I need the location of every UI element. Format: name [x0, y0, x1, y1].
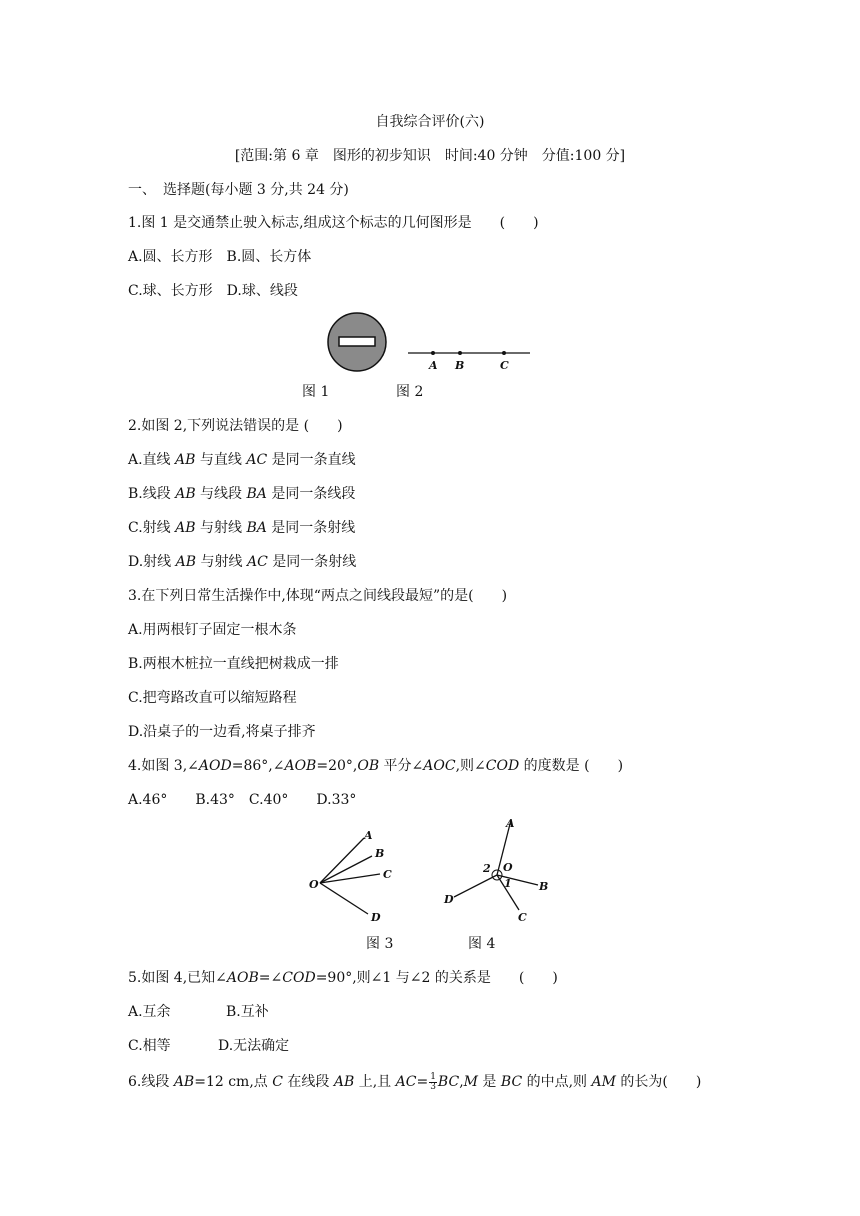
figure-1-caption: 图 1 — [302, 384, 330, 400]
label-c: C — [518, 911, 527, 924]
label-d: D — [371, 911, 381, 924]
question-3-option-a: A.用两根钉子固定一根木条 — [128, 622, 297, 638]
page-title: 自我综合评价(六) — [375, 114, 485, 130]
angle-2-label: 2 — [483, 862, 491, 875]
question-5-option-a: A.互余 — [128, 1004, 171, 1020]
section-heading: 一、 选择题(每小题 3 分,共 24 分) — [128, 182, 349, 198]
question-3-stem: 3.在下列日常生活操作中,体现“两点之间线段最短”的是( ) — [128, 588, 508, 604]
figure-1-no-entry-sign — [326, 311, 390, 375]
label-a: A — [429, 359, 438, 372]
question-3-option-b: B.两根木桩拉一直线把树栽成一排 — [128, 656, 339, 672]
question-4-options: A.46° B.43° C.40° D.33° — [128, 792, 357, 808]
label-b: B — [455, 359, 465, 372]
question-3-option-c: C.把弯路改直可以缩短路程 — [128, 690, 297, 706]
question-2-stem: 2.如图 2,下列说法错误的是 ( ) — [128, 418, 343, 434]
exam-scope: [范围:第 6 章 图形的初步知识 时间:40 分钟 分值:100 分] — [234, 148, 626, 164]
fraction-one-third: $\frac{1}{3}$ — [430, 1071, 436, 1092]
figure-3-caption: 图 3 — [366, 936, 394, 952]
question-5-stem: 5.如图 4,已知∠AOB=∠COD=90°,则∠1 与∠2 的关系是 ( ) — [128, 970, 558, 986]
figure-4-angles — [438, 814, 558, 932]
label-a: A — [364, 829, 373, 842]
figure-3-angles — [300, 822, 410, 932]
question-6-stem: 6.线段 AB=12 cm,点 C 在线段 AB 上,且 AC= $\frac{1}{3}$ BC,M 是 BC 的中点,则 AM 的长为( ) — [128, 1071, 702, 1092]
question-2-option-a: A.直线 AB 与直线 AC 是同一条直线 — [128, 452, 356, 468]
question-5-option-c: C.相等 — [128, 1038, 171, 1054]
ray-od — [320, 883, 368, 914]
label-a: A — [506, 817, 515, 830]
label-d: D — [444, 893, 454, 906]
question-2-option-d: D.射线 AB 与射线 AC 是同一条射线 — [128, 554, 357, 570]
question-5-option-d: D.无法确定 — [218, 1038, 290, 1054]
question-1-options-ab: A.圆、长方形 B.圆、长方体 — [128, 249, 312, 265]
question-1-stem: 1.图 1 是交通禁止驶入标志,组成这个标志的几何图形是 ( ) — [128, 215, 539, 231]
point-a — [431, 351, 435, 355]
point-c — [502, 351, 506, 355]
label-o: O — [503, 861, 513, 874]
question-3-option-d: D.沿桌子的一边看,将桌子排齐 — [128, 724, 316, 740]
label-c: C — [500, 359, 509, 372]
question-2-option-b: B.线段 AB 与线段 BA 是同一条线段 — [128, 486, 356, 502]
angle-1-label: 1 — [504, 877, 512, 890]
figure-4-caption: 图 4 — [468, 936, 496, 952]
label-c: C — [383, 868, 392, 881]
question-2-option-c: C.射线 AB 与射线 BA 是同一条射线 — [128, 520, 356, 536]
ray-oa — [320, 838, 364, 883]
label-b: B — [375, 847, 385, 860]
figure-2-caption: 图 2 — [396, 384, 424, 400]
label-o: O — [309, 878, 319, 891]
figure-2-line — [404, 343, 534, 373]
sign-bar — [339, 337, 375, 346]
question-4-stem: 4.如图 3,∠AOD=86°,∠AOB=20°,OB 平分∠AOC,则∠COD 的度数是 ( ) — [128, 758, 624, 774]
question-5-option-b: B.互补 — [226, 1004, 269, 1020]
ray-od — [454, 875, 497, 897]
question-1-options-cd: C.球、长方形 D.球、线段 — [128, 283, 298, 299]
label-b: B — [539, 880, 549, 893]
point-b — [458, 351, 462, 355]
